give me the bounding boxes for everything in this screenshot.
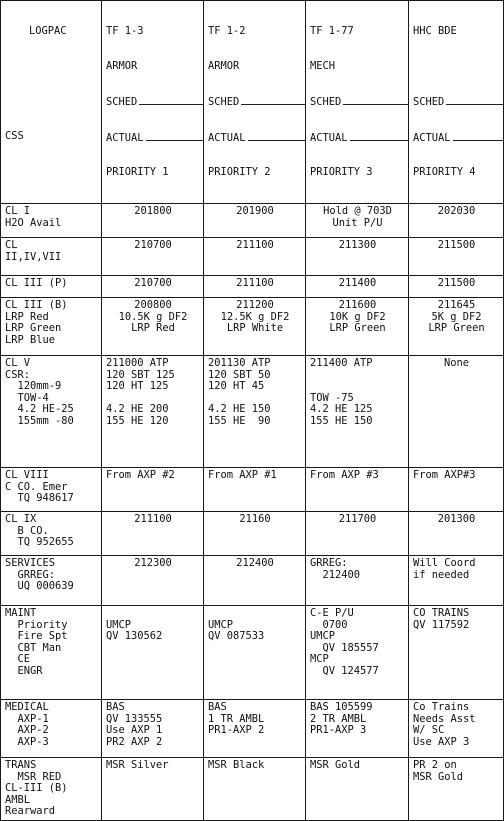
cell-value-line: PR2 AXP 2	[106, 735, 163, 748]
cell-value-line: 4.2 HE 200	[106, 403, 169, 416]
cell-value-line: 120 HT 125	[106, 380, 169, 393]
unit-type: ARMOR	[208, 59, 240, 72]
actual-label: ACTUAL	[310, 132, 405, 145]
row-label-line: AXP-2	[5, 724, 49, 737]
header-css-label: CSS	[5, 129, 24, 142]
unit-cell	[409, 606, 504, 700]
row-class-i	[1, 204, 504, 238]
unit-cell	[102, 356, 204, 468]
cell-value-line: 155 HE 90	[208, 415, 271, 428]
cell-value-line: QV 133555	[106, 712, 163, 725]
cell-value-line: MCP	[310, 653, 329, 666]
unit-cell	[102, 276, 204, 298]
cell-value-line: 201900	[236, 205, 274, 218]
cell-value-line: Unit P/U	[332, 216, 383, 229]
unit-cell	[409, 238, 504, 276]
cell-value-line: 120 SBT 50	[208, 368, 271, 381]
row-label-line: CL III (B)	[5, 299, 68, 312]
unit-name: HHC BDE	[413, 25, 457, 38]
cell-value-line	[208, 608, 302, 620]
cell-value-line: 10.5K g DF2	[118, 310, 188, 323]
cell-value-line: MSR Gold	[413, 770, 464, 783]
cell-value-line: 201800	[134, 205, 172, 218]
cell-value-line: 202030	[437, 205, 476, 218]
row-label-line: GRREG:	[5, 568, 56, 581]
row-label-line: MEDICAL	[5, 701, 49, 714]
unit-cell	[409, 512, 504, 556]
cell-value-line: MSR Black	[208, 759, 265, 772]
cell-value-line: From AXP #1	[208, 469, 277, 482]
cell-value-line: 120 SBT 125	[106, 368, 175, 381]
cell-value-line: QV 117592	[413, 618, 470, 631]
unit-cell	[306, 276, 409, 298]
cell-value-line: 211700	[338, 513, 377, 526]
cell-value-line: 211600	[338, 299, 377, 312]
row-label-cell	[1, 238, 102, 276]
row-label-line: SERVICES	[5, 557, 56, 570]
unit-cell	[102, 238, 204, 276]
row-label-line: 155mm -80	[5, 415, 74, 428]
cell-value-line: 155 HE 150	[310, 415, 373, 428]
cell-value-line: PR 2 on	[413, 759, 457, 772]
header-blank	[5, 61, 98, 73]
cell-value-line: 211100	[236, 239, 274, 252]
unit-cell	[102, 556, 204, 606]
cell-value-line: 211400 ATP	[310, 357, 373, 370]
unit-cell	[204, 468, 306, 512]
unit-cell	[204, 758, 306, 821]
cell-value-line: From AXP#3	[413, 469, 476, 482]
row-label-cell	[1, 512, 102, 556]
cell-value-line: 21160	[239, 513, 271, 526]
row-label-line: 4.2 HE-25	[5, 403, 74, 416]
unit-cell	[409, 468, 504, 512]
unit-cell	[204, 556, 306, 606]
row-label-cell	[1, 700, 102, 758]
row-label-line: LRP Green	[5, 322, 62, 335]
row-services	[1, 556, 504, 606]
priority-label: PRIORITY 2	[208, 166, 271, 179]
row-medical	[1, 700, 504, 758]
cell-value-line: LRP Green	[428, 322, 485, 335]
row-label-line: CL IX	[5, 513, 37, 526]
header-logpac-label: LOGPAC	[29, 25, 67, 38]
unit-cell	[306, 298, 409, 356]
row-class-iii-b	[1, 298, 504, 356]
row-label-line: Fire Spt	[5, 630, 68, 643]
cell-value-line: LRP Red	[131, 322, 175, 335]
unit-cell	[306, 556, 409, 606]
unit-cell	[409, 556, 504, 606]
unit-cell	[409, 298, 504, 356]
logpac-table-body	[1, 1, 504, 821]
cell-value-line: 5K g DF2	[431, 310, 482, 323]
cell-value-line: 211000 ATP	[106, 357, 169, 370]
row-label-line: TRANS	[5, 759, 37, 772]
unit-cell	[204, 204, 306, 238]
row-label-line: LRP Blue	[5, 333, 56, 346]
sched-label: SCHED	[208, 96, 302, 109]
cell-value-line: QV 185557	[310, 641, 379, 654]
row-label-line: TQ 948617	[5, 492, 74, 505]
cell-value-line: Use AXP 1	[106, 724, 163, 737]
row-class-v	[1, 356, 504, 468]
cell-value-line: CO TRAINS	[413, 607, 470, 620]
unit-cell	[306, 468, 409, 512]
row-label-line: UQ 000639	[5, 580, 74, 593]
cell-value-line	[106, 608, 200, 620]
cell-value-line: W/ SC	[413, 724, 445, 737]
cell-value-line: 212400	[310, 568, 361, 581]
priority-label: PRIORITY 3	[310, 166, 373, 179]
unit-cell	[204, 238, 306, 276]
row-label-cell	[1, 356, 102, 468]
sched-label: SCHED	[310, 96, 405, 109]
unit-cell	[409, 758, 504, 821]
cell-value-line: if needed	[413, 568, 470, 581]
row-label-line: TQ 952655	[5, 536, 74, 549]
row-label-line: Rearward	[5, 805, 56, 818]
unit-cell	[102, 606, 204, 700]
row-label-cell	[1, 204, 102, 238]
cell-value-line: UMCP	[106, 618, 132, 631]
unit-cell	[204, 700, 306, 758]
unit-cell	[409, 700, 504, 758]
row-label-line: CL V	[5, 357, 31, 370]
row-label-line: CBT Man	[5, 641, 62, 654]
unit-cell	[306, 512, 409, 556]
row-label-line: II,IV,VII	[5, 250, 62, 263]
cell-value-line: None	[443, 357, 470, 370]
unit-name: TF 1-2	[208, 25, 246, 38]
sched-label: SCHED	[413, 96, 500, 109]
cell-value-line: 12.5K g DF2	[220, 310, 290, 323]
row-label-line: Priority	[5, 618, 68, 631]
unit-cell	[409, 356, 504, 468]
row-class-iii-p	[1, 276, 504, 298]
unit-cell	[102, 700, 204, 758]
cell-value-line: LRP White	[226, 322, 284, 335]
header-tf-1-77	[306, 1, 409, 204]
header-hhc-bde	[409, 1, 504, 204]
cell-value-line: 212400	[236, 557, 274, 570]
row-label-line: MAINT	[5, 607, 37, 620]
cell-value-line: Will Coord	[413, 557, 476, 570]
unit-cell	[102, 512, 204, 556]
unit-name: TF 1-3	[106, 25, 144, 38]
row-label-line: B CO.	[5, 524, 49, 537]
cell-value-line: 211200	[236, 299, 274, 312]
unit-cell	[409, 276, 504, 298]
cell-value-line: Hold @ 703D	[323, 205, 392, 218]
cell-value-line: 1 TR AMBL	[208, 712, 265, 725]
row-trans	[1, 758, 504, 821]
cell-value-line: Needs Asst	[413, 712, 476, 725]
cell-value-line: GRREG:	[310, 557, 348, 570]
cell-value-line: 4.2 HE 150	[208, 403, 271, 416]
cell-value-line: Co Trains	[413, 701, 470, 714]
cell-value-line: TOW -75	[310, 391, 354, 404]
row-label-cell	[1, 276, 102, 298]
cell-value-line: 4.2 HE 125	[310, 403, 373, 416]
row-maint	[1, 606, 504, 700]
unit-cell	[204, 356, 306, 468]
cell-value-line: 120 HT 45	[208, 380, 265, 393]
cell-value-line: 10K g DF2	[329, 310, 386, 323]
cell-value-line: UMCP	[208, 618, 234, 631]
row-label-line: H2O Avail	[5, 216, 62, 229]
cell-value-line	[310, 370, 405, 382]
row-label-cell	[1, 758, 102, 821]
cell-value-line: 210700	[134, 277, 172, 290]
cell-value-line: BAS 105599	[310, 701, 373, 714]
cell-value-line: PR1-AXP 3	[310, 724, 367, 737]
row-label-line: MSR RED	[5, 770, 62, 783]
row-label-cell	[1, 468, 102, 512]
priority-label: PRIORITY 4	[413, 166, 476, 179]
unit-cell	[306, 700, 409, 758]
cell-value-line: 201300	[437, 513, 476, 526]
unit-cell	[306, 204, 409, 238]
cell-value-line: 212300	[134, 557, 172, 570]
cell-value-line: MSR Silver	[106, 759, 169, 772]
unit-cell	[306, 758, 409, 821]
sched-label: SCHED	[106, 96, 200, 109]
cell-value-line: 211100	[134, 513, 172, 526]
cell-value-line: 210700	[134, 239, 172, 252]
cell-value-line: 200800	[134, 299, 172, 312]
header-tf-1-2	[204, 1, 306, 204]
unit-cell	[306, 356, 409, 468]
actual-label: ACTUAL	[208, 132, 302, 145]
row-label-line: AMBL	[5, 793, 31, 806]
cell-value-line: 211300	[338, 239, 377, 252]
row-label-line: ENGR	[5, 665, 43, 678]
unit-cell	[204, 276, 306, 298]
cell-value-line: From AXP #2	[106, 469, 175, 482]
row-label-cell	[1, 298, 102, 356]
cell-value-line: BAS	[106, 701, 125, 714]
row-label-line: CL III (P)	[5, 277, 68, 290]
row-class-viii	[1, 468, 504, 512]
unit-cell	[409, 204, 504, 238]
cell-value-line: 155 HE 120	[106, 415, 169, 428]
row-label-line: CSR:	[5, 368, 31, 381]
row-label-line: C CO. Emer	[5, 480, 68, 493]
unit-cell	[102, 468, 204, 512]
row-label-line: CL	[5, 239, 18, 252]
unit-cell	[102, 758, 204, 821]
row-label-line: TOW-4	[5, 391, 49, 404]
row-label-line: 120mm-9	[5, 380, 62, 393]
unit-cell	[204, 606, 306, 700]
actual-label: ACTUAL	[106, 132, 200, 145]
unit-cell	[306, 238, 409, 276]
unit-cell	[102, 298, 204, 356]
cell-value-line: 201130 ATP	[208, 357, 271, 370]
row-label-line: CL I	[5, 205, 31, 218]
cell-value-line: 211400	[338, 277, 377, 290]
cell-value-line: QV 124577	[310, 665, 379, 678]
cell-value-line: UMCP	[310, 630, 336, 643]
cell-value-line: MSR Gold	[310, 759, 361, 772]
cell-value-line: 211500	[437, 277, 476, 290]
cell-value-line: QV 087533	[208, 630, 265, 643]
unit-cell	[306, 606, 409, 700]
cell-value-line: C-E P/U	[310, 607, 354, 620]
cell-value-line: QV 130562	[106, 630, 163, 643]
row-label-line: AXP-3	[5, 735, 49, 748]
row-label-cell	[1, 606, 102, 700]
row-label-line: CE	[5, 653, 31, 666]
cell-value-line: PR1-AXP 2	[208, 724, 265, 737]
unit-cell	[102, 204, 204, 238]
row-label-line: CL-III (B)	[5, 782, 68, 795]
unit-cell	[204, 512, 306, 556]
header-row	[1, 1, 504, 204]
cell-value-line: BAS	[208, 701, 227, 714]
header-logpac-css	[1, 1, 102, 204]
cell-value-line: LRP Green	[329, 322, 386, 335]
row-class-ii-iv-vii	[1, 238, 504, 276]
unit-type: ARMOR	[106, 59, 138, 72]
unit-type	[413, 61, 500, 73]
cell-value-line: 0700	[310, 618, 348, 631]
row-class-ix	[1, 512, 504, 556]
unit-cell	[204, 298, 306, 356]
header-blank	[5, 96, 98, 108]
cell-value-line: 211645	[437, 299, 476, 312]
cell-value-line: 2 TR AMBL	[310, 712, 367, 725]
header-tf-1-3	[102, 1, 204, 204]
row-label-line: LRP Red	[5, 310, 49, 323]
row-label-line: CL VIII	[5, 469, 49, 482]
cell-value-line: 211100	[236, 277, 274, 290]
cell-value-line: From AXP #3	[310, 469, 379, 482]
priority-label: PRIORITY 1	[106, 166, 169, 179]
cell-value-line: 211500	[437, 239, 476, 252]
row-label-line: AXP-1	[5, 712, 49, 725]
cell-value-line: Use AXP 3	[413, 735, 470, 748]
unit-type: MECH	[310, 59, 336, 72]
row-label-cell	[1, 556, 102, 606]
actual-label: ACTUAL	[413, 132, 500, 145]
unit-name: TF 1-77	[310, 25, 354, 38]
